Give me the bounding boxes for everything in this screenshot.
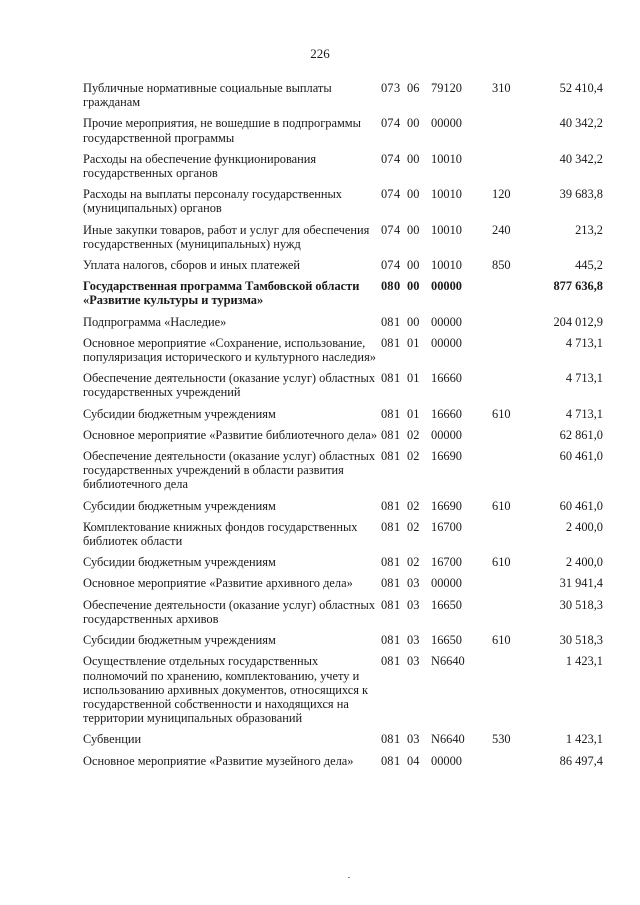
direction-code: 16660 <box>431 371 462 386</box>
table-row <box>83 315 603 329</box>
program-code: 1 <box>394 335 401 350</box>
row-name: Осуществление отдельных государственных полномочий по хранению, комплектованию, учету и использованию архивных документов, относящихся к государственной собственности и находящихся на территории муниципальных образований <box>83 654 369 726</box>
table-row <box>83 654 603 725</box>
subprogram-code: 02 <box>407 555 420 570</box>
table-row <box>83 754 603 768</box>
program-code: 1 <box>394 498 401 513</box>
expense-type-code <box>492 152 532 166</box>
direction-code: 16690 <box>431 498 462 513</box>
expense-type-code: 850 <box>492 258 511 273</box>
section-code: 07 <box>381 258 394 273</box>
table-row <box>83 633 603 647</box>
row-name: Основное мероприятие «Сохранение, использование, популяризация исторического и культурного наследия» <box>83 335 376 365</box>
program-code: 1 <box>394 732 401 747</box>
direction-code: 10010 <box>431 222 462 237</box>
row-name: Иные закупки товаров, работ и услуг для обеспечения государственных (муниципальных) нужд <box>83 222 370 251</box>
subprogram-code: 04 <box>407 753 420 768</box>
table-row <box>83 371 603 399</box>
amount: 60 461,0 <box>559 498 603 513</box>
row-name: Государственная программа Тамбовской области «Развитие культуры и туризма» <box>83 279 360 308</box>
row-name: Субсидии бюджетным учреждениям <box>83 555 276 570</box>
expense-type-code: 530 <box>492 732 511 747</box>
program-code: 4 <box>394 151 401 166</box>
row-name: Основное мероприятие «Развитие музейного дела» <box>83 753 354 768</box>
expense-type-code <box>492 598 532 612</box>
section-code: 08 <box>381 555 394 570</box>
table-row <box>83 279 603 307</box>
amount: 204 012,9 <box>553 314 603 329</box>
expense-type-code: 610 <box>492 633 511 648</box>
direction-code: 10010 <box>431 151 462 166</box>
direction-code: 16650 <box>431 633 462 648</box>
expense-type-code <box>492 428 532 442</box>
direction-code: 79120 <box>431 81 462 95</box>
direction-code: 16650 <box>431 597 462 612</box>
section-code: 07 <box>381 151 394 166</box>
program-code: 1 <box>394 406 401 421</box>
amount: 40 342,2 <box>559 116 603 131</box>
expense-type-code <box>492 371 532 385</box>
program-code: 0 <box>394 279 401 294</box>
amount: 2 400,0 <box>565 555 603 570</box>
section-code: 07 <box>381 187 394 202</box>
direction-code: 00000 <box>431 279 462 294</box>
amount: 62 861,0 <box>559 427 603 442</box>
subprogram-code: 00 <box>407 314 420 329</box>
program-code: 1 <box>394 427 401 442</box>
row-name: Субсидии бюджетным учреждениям <box>83 406 276 421</box>
program-code: 1 <box>394 654 401 669</box>
amount: 445,2 <box>575 258 603 273</box>
row-name: Публичные нормативные социальные выплаты гражданам <box>83 81 332 110</box>
subprogram-code: 03 <box>407 732 420 747</box>
section-code: 08 <box>381 498 394 513</box>
expense-type-code: 240 <box>492 222 511 237</box>
subprogram-code: 00 <box>407 116 420 131</box>
expense-type-code <box>492 754 532 768</box>
program-code: 1 <box>394 371 401 386</box>
scan-speck <box>348 877 350 878</box>
table-row <box>83 187 603 215</box>
program-code: 1 <box>394 576 401 591</box>
expense-type-code <box>492 279 532 293</box>
expense-type-code <box>492 336 532 350</box>
row-name: Обеспечение деятельности (оказание услуг) областных государственных учреждений <box>83 371 376 400</box>
amount: 4 713,1 <box>565 335 603 350</box>
table-row <box>83 258 603 272</box>
amount: 2 400,0 <box>565 519 603 534</box>
expense-type-code <box>492 449 532 463</box>
direction-code: 16690 <box>431 449 462 464</box>
section-code: 07 <box>381 222 394 237</box>
program-code: 4 <box>394 222 401 237</box>
amount: 52 410,4 <box>559 81 603 95</box>
program-code: 1 <box>394 314 401 329</box>
expense-type-code: 610 <box>492 498 511 513</box>
subprogram-code: 03 <box>407 597 420 612</box>
direction-code: 00000 <box>431 753 462 768</box>
row-name: Обеспечение деятельности (оказание услуг) областных государственных архивов <box>83 597 376 626</box>
row-name: Уплата налогов, сборов и иных платежей <box>83 258 301 273</box>
subprogram-code: 03 <box>407 633 420 648</box>
amount: 39 683,8 <box>559 187 603 202</box>
program-code: 4 <box>394 116 401 131</box>
section-code: 08 <box>381 519 394 534</box>
table-row <box>83 732 603 746</box>
amount: 1 423,1 <box>565 732 603 747</box>
direction-code: 16700 <box>431 555 462 570</box>
subprogram-code: 00 <box>407 258 420 273</box>
amount: 31 941,4 <box>559 576 603 591</box>
table-row <box>83 336 603 364</box>
row-name: Комплектование книжных фондов государственных библиотек области <box>83 519 358 549</box>
subprogram-code: 00 <box>407 187 420 202</box>
table-row <box>83 223 603 251</box>
amount: 60 461,0 <box>559 449 603 464</box>
direction-code: 00000 <box>431 314 462 329</box>
row-name: Подпрограмма «Наследие» <box>83 314 227 329</box>
direction-code: 00000 <box>431 116 462 131</box>
subprogram-code: 01 <box>407 406 420 421</box>
section-code: 08 <box>381 597 394 612</box>
expense-type-code <box>492 520 532 534</box>
subprogram-code: 03 <box>407 576 420 591</box>
expense-type-code <box>492 116 532 130</box>
table-row <box>83 499 603 513</box>
direction-code: 00000 <box>431 427 462 442</box>
row-name: Расходы на выплаты персоналу государственных (муниципальных) органов <box>83 187 342 216</box>
section-code: 08 <box>381 406 394 421</box>
expense-type-code: 610 <box>492 555 511 570</box>
table-row <box>83 407 603 421</box>
amount: 4 713,1 <box>565 371 603 386</box>
program-code: 4 <box>394 187 401 202</box>
row-name: Субсидии бюджетным учреждениям <box>83 633 276 648</box>
row-name: Субсидии бюджетным учреждениям <box>83 498 276 513</box>
expense-type-code <box>492 576 532 590</box>
program-code: 1 <box>394 449 401 464</box>
subprogram-code: 01 <box>407 335 420 350</box>
section-code: 08 <box>381 633 394 648</box>
direction-code: 16700 <box>431 519 462 534</box>
direction-code: 10010 <box>431 258 462 273</box>
row-name: Основное мероприятие «Развитие архивного дела» <box>83 576 353 591</box>
section-code: 07 <box>381 81 394 95</box>
subprogram-code: 00 <box>407 222 420 237</box>
section-code: 08 <box>381 753 394 768</box>
table-row <box>83 81 603 109</box>
table-row <box>83 116 603 144</box>
program-code: 1 <box>394 597 401 612</box>
program-code: 1 <box>394 753 401 768</box>
subprogram-code: 02 <box>407 449 420 464</box>
program-code: 1 <box>394 555 401 570</box>
subprogram-code: 01 <box>407 371 420 386</box>
direction-code: 00000 <box>431 576 462 591</box>
section-code: 08 <box>381 576 394 591</box>
section-code: 08 <box>381 732 394 747</box>
amount: 213,2 <box>575 222 603 237</box>
table-row <box>83 598 603 626</box>
amount: 86 497,4 <box>559 753 603 768</box>
section-code: 08 <box>381 314 394 329</box>
expense-type-code: 120 <box>492 187 511 202</box>
section-code: 08 <box>381 449 394 464</box>
program-code: 1 <box>394 633 401 648</box>
section-code: 07 <box>381 116 394 131</box>
direction-code: N6640 <box>431 732 465 747</box>
program-code: 3 <box>394 81 401 95</box>
amount: 30 518,3 <box>559 597 603 612</box>
expense-type-code <box>492 315 532 329</box>
row-name: Прочие мероприятия, не вошедшие в подпрограммы государственной программы <box>83 116 361 145</box>
subprogram-code: 00 <box>407 279 420 294</box>
row-name: Субвенции <box>83 732 142 747</box>
program-code: 4 <box>394 258 401 273</box>
table-row <box>83 576 603 590</box>
section-code: 08 <box>381 371 394 386</box>
amount: 1 423,1 <box>565 654 603 669</box>
budget-table <box>83 81 603 775</box>
expense-type-code: 610 <box>492 406 511 421</box>
amount: 877 636,8 <box>553 279 603 294</box>
subprogram-code: 00 <box>407 151 420 166</box>
section-code: 08 <box>381 654 394 669</box>
direction-code: 00000 <box>431 335 462 350</box>
amount: 40 342,2 <box>559 151 603 166</box>
section-code: 08 <box>381 335 394 350</box>
subprogram-code: 03 <box>407 654 420 669</box>
table-row <box>83 555 603 569</box>
table-row <box>83 152 603 180</box>
row-name: Расходы на обеспечение функционирования государственных органов <box>83 151 317 181</box>
section-code: 08 <box>381 427 394 442</box>
direction-code: N6640 <box>431 654 465 669</box>
table-row <box>83 428 603 442</box>
section-code: 08 <box>381 279 394 294</box>
amount: 4 713,1 <box>565 406 603 421</box>
table-row <box>83 520 603 548</box>
row-name: Основное мероприятие «Развитие библиотечного дела» <box>83 427 378 442</box>
subprogram-code: 06 <box>407 81 420 95</box>
subprogram-code: 02 <box>407 498 420 513</box>
page-number: 226 <box>310 46 330 61</box>
expense-type-code <box>492 654 532 668</box>
row-name: Обеспечение деятельности (оказание услуг) областных государственных учреждений в области развития библиотечного дела <box>83 449 376 492</box>
direction-code: 10010 <box>431 187 462 202</box>
subprogram-code: 02 <box>407 427 420 442</box>
table-row <box>83 449 603 492</box>
amount: 30 518,3 <box>559 633 603 648</box>
program-code: 1 <box>394 519 401 534</box>
direction-code: 16660 <box>431 406 462 421</box>
subprogram-code: 02 <box>407 519 420 534</box>
expense-type-code: 310 <box>492 81 511 95</box>
